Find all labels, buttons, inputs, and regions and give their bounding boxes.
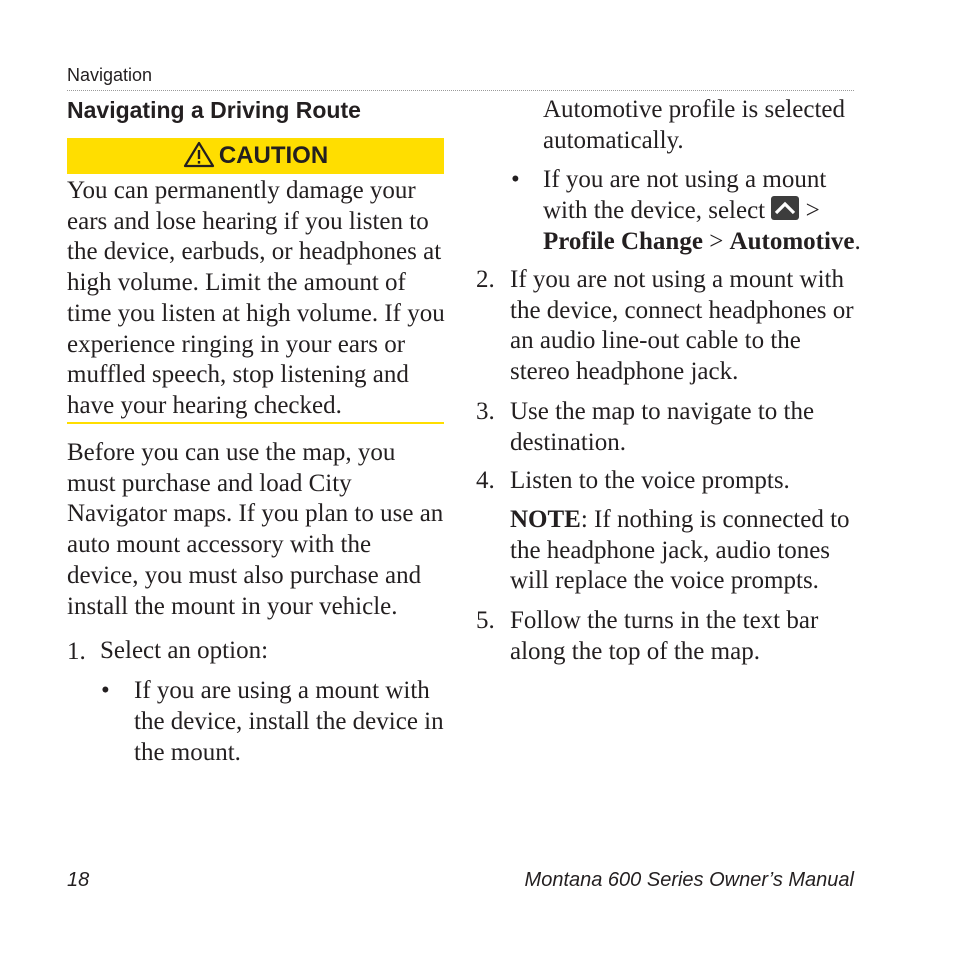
bullet-2-period: . xyxy=(854,228,861,255)
bullet-1-line-3: the mount. xyxy=(134,739,241,766)
caution-text: You can permanently damage your ears and lose hearing if you listen to the device, earbuds, or headphones at high volume. Limit the amount of time you listen at high volume. If you experience ringing in your ears or muffled speech, stop listening and have your hearing checked. xyxy=(67,177,445,419)
step-4-number: 4. xyxy=(476,467,495,494)
menu-profile-change: Profile Change xyxy=(543,228,703,255)
note-label: NOTE xyxy=(510,506,581,533)
step-3-number: 3. xyxy=(476,398,495,425)
bullet-1-marker: • xyxy=(101,677,110,704)
bullet-2-marker: • xyxy=(511,166,520,193)
manual-title: Montana 600 Series Owner’s Manual xyxy=(524,869,854,891)
bullet-1-line-5: automatically. xyxy=(543,127,684,154)
step-1-number: 1. xyxy=(67,638,86,665)
step-5-number: 5. xyxy=(476,607,495,634)
step-5-text: Follow the turns in the text bar along the top of the map. xyxy=(510,607,819,665)
running-head: Navigation xyxy=(67,65,153,85)
home-button-icon xyxy=(771,196,799,220)
menu-automotive: Automotive xyxy=(729,228,855,255)
intro-paragraph: Before you can use the map, you must purchase and load City Navigator maps. If you plan to use an auto mount accessory with the device, you must also purchase and install the mount in your vehicle. xyxy=(67,439,444,620)
step-3-text: Use the map to navigate to the destination. xyxy=(510,398,815,456)
warning-triangle-icon xyxy=(183,141,215,168)
bullet-2-separator: > xyxy=(805,197,820,224)
bullet-1-line-1: If you are using a mount with xyxy=(134,677,430,704)
header-divider xyxy=(67,90,854,91)
bullet-2-separator-2: > xyxy=(709,228,724,255)
step-4-text: Listen to the voice prompts. xyxy=(510,467,790,494)
caution-label: CAUTION xyxy=(218,142,329,169)
page-number: 18 xyxy=(67,869,90,891)
bullet-1-line-4: Automotive profile is selected xyxy=(543,96,846,123)
bullet-1-line-2: the device, install the device in xyxy=(134,708,444,735)
step-2-text: If you are not using a mount with the device, connect headphones or an audio line-out cable to the stereo headphone jack. xyxy=(510,266,854,386)
section-title: Navigating a Driving Route xyxy=(67,97,361,123)
bullet-2-line-1: If you are not using a mount xyxy=(543,166,827,193)
caution-bottom-rule xyxy=(67,422,444,424)
step-1-text: Select an option: xyxy=(100,637,269,664)
step-2-number: 2. xyxy=(476,266,495,293)
bullet-2-select-text: with the device, select xyxy=(543,197,766,224)
bullet-2-line-3 xyxy=(543,227,861,258)
caution-banner xyxy=(67,138,444,174)
note-paragraph xyxy=(510,505,850,597)
note-text: : If nothing is connected to the headphone jack, audio tones will replace the voice prompts. xyxy=(510,506,850,595)
bullet-2-line-2 xyxy=(543,196,820,227)
